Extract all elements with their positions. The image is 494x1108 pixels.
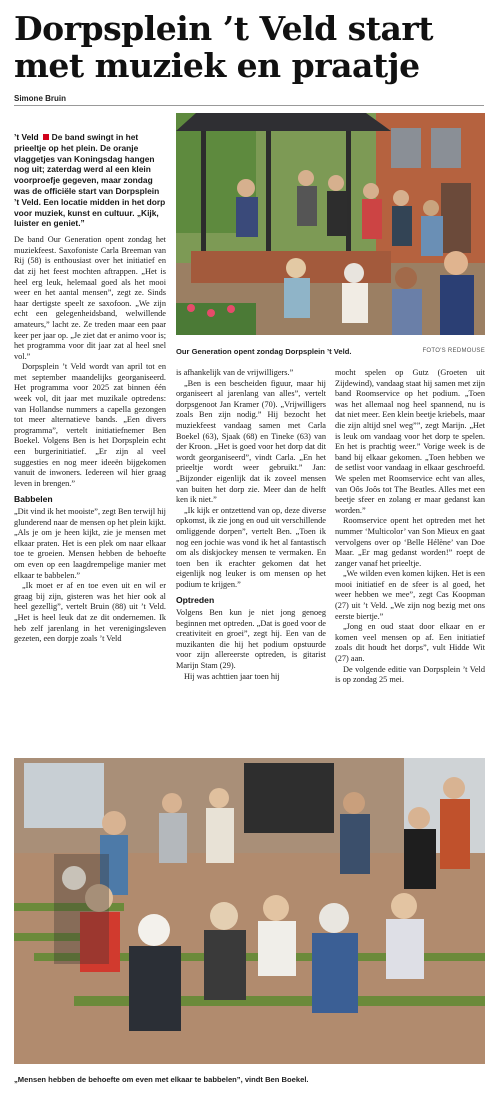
paragraph: „Ik kijk er ontzettend van op, deze diverse opkomst, ik zie jong en oud uit verschillende omliggende dorpen”, vertelt Ben. „Toen ik nog een jochie was vond ik het al fantastisch om als diskjockey mensen te vermaken. En toen ben ik erachter gekomen dat het eigenlijk nog leuker is om mensen op het podium te krijgen.” bbox=[176, 505, 326, 589]
subheading-optreden: Optreden bbox=[176, 595, 215, 606]
article-column-3 bbox=[335, 368, 485, 686]
dateline: ’t Veld bbox=[14, 132, 39, 142]
article-column-2 bbox=[176, 368, 326, 682]
paragraph: Roomservice opent het optreden met het nummer ‘Multicolor’ van Son Mieux en gaat vervolgens over op ‘Belle Hélène’ van Doe Maar. „Er mag gedanst worden!” roept de zanger vanaf het prieeltje. bbox=[335, 516, 485, 568]
paragraph: „We wilden even komen kijken. Het is een mooi initiatief en de sfeer is al goed, het weer hebben we mee”, zegt Cas Koopman (27) uit ’t Veld. „We zijn nog bezig met ons eerste biertje.” bbox=[335, 569, 485, 621]
paragraph: Hij was achttien jaar toen hij bbox=[184, 671, 280, 681]
paragraph: is afhankelijk van de vrijwilligers.” bbox=[176, 368, 294, 377]
byline-divider bbox=[14, 105, 484, 106]
headline-line-2: met muziek en praatje bbox=[14, 46, 420, 85]
band-photo-illustration bbox=[176, 113, 485, 335]
headline-line-1: Dorpsplein ’t Veld start bbox=[14, 9, 434, 48]
paragraph: „Ben is een bescheiden figuur, maar hij organiseert al jarenlang van alles”, vertelt dorpsgenoot Jan Kramer (70). „Vrijwilligers zoals Ben zijn nodig.” Hij bezocht het muziekfeest vandaag samen met Carla Boekel (63), Sjaak (68) en Tineke (63) van der Kroon. „Het is goed voor het dorp dat dit wordt georganiseerd”, vindt Carla. „En het prieeltje wordt weer gebruikt.” Jan: „Bijzonder eigenlijk dat ik zoveel mensen van buiten het dorp zie. Meer dan de helft ken ik niet.” bbox=[176, 378, 326, 505]
paragraph: „Dit vind ik het mooiste”, zegt Ben terwijl hij glunderend naar de mensen op het plein kijkt. „Als je om je heen kijkt, zie je mensen met elkaar praten. Het is een plek om naar elkaar toe te groeien. Mensen hebben de behoefte om even op een laagdrempelige manier met elkaar te babbelen.” bbox=[14, 507, 166, 580]
paragraph: Volgens Ben kun je niet jong genoeg beginnen met optreden. „Dat is goed voor de creativiteit en groei”, zegt hij. Een van de muzikanten die hij het podium opstuurde voor zijn allereerste optreden, is gitarist Marijn Stam (29). bbox=[176, 608, 326, 671]
subheading-babbelen: Babbelen bbox=[14, 494, 53, 505]
paragraph: mocht spelen op Gutz (Groeten uit Zijdewind), vandaag staat hij samen met zijn band Roomservice op het podium. „Toen was het allemaal nog heel spannend, nu is dat niet meer. Een klein beetje kriebels, maar die zijn altijd snel weg””, zegt Marijn. „Het is leuk om vandaag voor het dorp te spelen. En het is prachtig weer.” Vorige week is de band bij elkaar gekomen. „Toen hebben we de setlist voor vandaag in elkaar geschroefd. We spelen met Roomservice echt van alles, van Oôs Joôs tot The Beatles. Alles met een beetje sfeer en zolang er maar gedanst kan worden.” bbox=[335, 368, 485, 515]
headline bbox=[14, 10, 484, 84]
bottom-photo-caption: „Mensen hebben de behoefte om even met elkaar te babbelen”, vindt Ben Boekel. bbox=[14, 1075, 309, 1084]
paragraph: „Jong en oud staat door elkaar en er komen veel mensen op af. Een initiatief zoals dit houdt het dorps”, vult Hidde Wit (27) aan. bbox=[335, 622, 485, 664]
audience-photo bbox=[14, 758, 485, 1064]
article-column-1 bbox=[14, 132, 166, 645]
red-square-icon bbox=[43, 134, 49, 140]
paragraph: „Ik moet er af en toe even uit en wil er graag bij zijn, gisteren was het hier ook al heel gezellig”, vertelt Bruin (88) uit ’t Veld. „Het is heel leuk dat ze dit ondernemen. Ik heb zelf jarenlang in het verenigingsleven gezeten, een dorpje zoals ’t Veld bbox=[14, 581, 166, 644]
audience-photo-illustration bbox=[14, 758, 485, 1064]
photo-credit: FOTO'S REDMOUSE bbox=[422, 348, 485, 354]
lead-text: De band swingt in het prieeltje op het plein. De oranje vlaggetjes van Koningsdag hangen nog uit; zaterdag werd al een klein voorproefje gegeven, maar zondag was de officiële start van Dorpsplein ’t Veld. Een locatie midden in het dorp voor muziek, kunst en cultuur. „Kijk, luister en geniet.” bbox=[14, 132, 166, 229]
top-photo-caption: Our Generation opent zondag Dorpsplein ’t Veld. bbox=[176, 347, 352, 356]
paragraph: De volgende editie van Dorpsplein ’t Veld is op zondag 25 mei. bbox=[335, 664, 485, 685]
paragraph: De band Our Generation opent zondag het muziekfeest. Saxofoniste Carla Breeman van Rij (58) is enthousiast over het initiatief en dat zij het feest mochten aftrappen. „Het is heel erg leuk, helemaal goed als het mooi weer en het aantal mensen”, zegt ze. Sinds haar dertigste speelt ze saxofoon. „We zijn echt een gelegenheidsband, welwillende amateurs,” lacht ze. Ze treden maar een paar keer per jaar op. „Je ziet dat er animo voor is; het programma voor dit jaar zat al heel snel vol.” bbox=[14, 235, 166, 361]
author-byline: Simone Bruin bbox=[14, 94, 67, 103]
article-lead bbox=[14, 132, 166, 229]
band-photo bbox=[176, 113, 485, 335]
paragraph: Dorpsplein ’t Veld wordt van april tot en met september maandelijks georganiseerd. Het programma voor 2025 zat binnen één week vol, dit jaar met muzikale optredens: van Hollandse nummers a capella gezongen tot meer alternatieve bands. „Een divers programma”, vertelt initiatiefnemer Ben Boekel. Volgens Ben is het Dorpsplein echt een burgerinitiatief. „Er zijn al veel suggesties en nog meer ideeën bijgekomen vanuit de inwoners. Iedereen wil hier graag leven in brengen.” bbox=[14, 362, 166, 488]
